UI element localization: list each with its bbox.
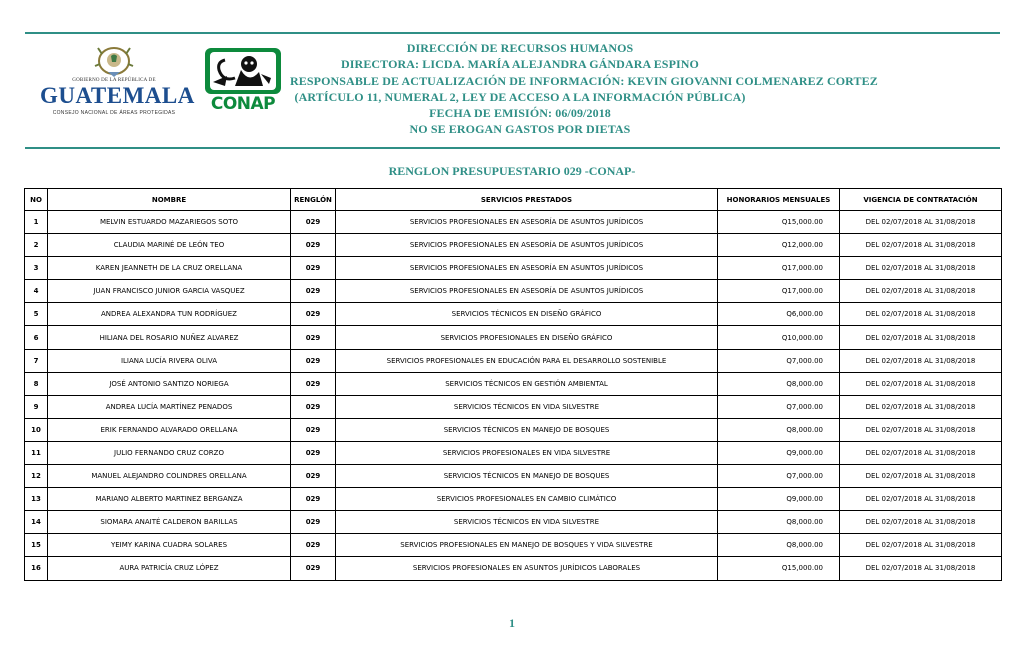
nombre-cell: SIOMARA ANAITÉ CALDERON BARILLAS bbox=[48, 511, 291, 534]
row-number: 8 bbox=[25, 372, 48, 395]
table-row bbox=[25, 488, 1002, 511]
table-row bbox=[25, 280, 1002, 303]
table-row bbox=[25, 441, 1002, 464]
renglon-cell: 029 bbox=[291, 557, 336, 580]
coat-of-arms-icon bbox=[94, 44, 134, 78]
col-header-no: NO bbox=[25, 189, 48, 211]
row-number: 5 bbox=[25, 303, 48, 326]
servicios-cell: SERVICIOS PROFESIONALES EN ASUNTOS JURÍDICOS LABORALES bbox=[336, 557, 718, 580]
row-number: 3 bbox=[25, 257, 48, 280]
renglon-cell: 029 bbox=[291, 465, 336, 488]
contracts-table bbox=[24, 188, 1002, 581]
row-number: 1 bbox=[25, 211, 48, 234]
servicios-cell: SERVICIOS PROFESIONALES EN MANEJO DE BOSQUES Y VIDA SILVESTRE bbox=[336, 534, 718, 557]
table-title: RENGLON PRESUPUESTARIO 029 -CONAP- bbox=[388, 164, 636, 178]
honorarios-cell: Q7,000.00 bbox=[718, 349, 840, 372]
vigencia-cell: DEL 02/07/2018 AL 31/08/2018 bbox=[840, 557, 1002, 580]
table-row bbox=[25, 211, 1002, 234]
renglon-cell: 029 bbox=[291, 372, 336, 395]
vigencia-cell: DEL 02/07/2018 AL 31/08/2018 bbox=[840, 488, 1002, 511]
table-row bbox=[25, 534, 1002, 557]
vigencia-cell: DEL 02/07/2018 AL 31/08/2018 bbox=[840, 372, 1002, 395]
row-number: 16 bbox=[25, 557, 48, 580]
renglon-cell: 029 bbox=[291, 257, 336, 280]
col-header-honorarios: HONORARIOS MENSUALES bbox=[718, 189, 840, 211]
row-number: 14 bbox=[25, 511, 48, 534]
guatemala-sub-text: CONSEJO NACIONAL DE ÁREAS PROTEGIDAS bbox=[52, 110, 176, 116]
nombre-cell: AURA PATRICÍA CRUZ LÓPEZ bbox=[48, 557, 291, 580]
row-number: 12 bbox=[25, 465, 48, 488]
renglon-cell: 029 bbox=[291, 211, 336, 234]
table-row bbox=[25, 257, 1002, 280]
row-number: 6 bbox=[25, 326, 48, 349]
vigencia-cell: DEL 02/07/2018 AL 31/08/2018 bbox=[840, 418, 1002, 441]
servicios-cell: SERVICIOS TÉCNICOS EN MANEJO DE BOSQUES bbox=[336, 465, 718, 488]
table-row bbox=[25, 326, 1002, 349]
honorarios-cell: Q10,000.00 bbox=[718, 326, 840, 349]
table-row bbox=[25, 418, 1002, 441]
vigencia-cell: DEL 02/07/2018 AL 31/08/2018 bbox=[840, 511, 1002, 534]
col-header-renglon: RENGLÓN bbox=[291, 189, 336, 211]
honorarios-cell: Q7,000.00 bbox=[718, 465, 840, 488]
page-number: 1 bbox=[509, 616, 515, 630]
honorarios-cell: Q9,000.00 bbox=[718, 488, 840, 511]
servicios-cell: SERVICIOS PROFESIONALES EN CAMBIO CLIMÁTICO bbox=[336, 488, 718, 511]
renglon-cell: 029 bbox=[291, 534, 336, 557]
row-number: 11 bbox=[25, 441, 48, 464]
conap-logo bbox=[199, 48, 287, 114]
honorarios-cell: Q9,000.00 bbox=[718, 441, 840, 464]
nombre-cell: ERIK FERNANDO ALVARADO ORELLANA bbox=[48, 418, 291, 441]
renglon-cell: 029 bbox=[291, 395, 336, 418]
nombre-cell: MELVIN ESTUARDO MAZARIEGOS SOTO bbox=[48, 211, 291, 234]
honorarios-cell: Q17,000.00 bbox=[718, 280, 840, 303]
renglon-cell: 029 bbox=[291, 511, 336, 534]
nombre-cell: MARIANO ALBERTO MARTINEZ BERGANZA bbox=[48, 488, 291, 511]
conap-name: CONAP bbox=[210, 94, 276, 114]
table-header-row bbox=[25, 189, 1002, 211]
servicios-cell: SERVICIOS PROFESIONALES EN ASESORÍA DE ASUNTOS JURÍDICOS bbox=[336, 280, 718, 303]
renglon-cell: 029 bbox=[291, 441, 336, 464]
nombre-cell: YEIMY KARINA CUADRA SOLARES bbox=[48, 534, 291, 557]
nombre-cell: KAREN JEANNETH DE LA CRUZ ORELLANA bbox=[48, 257, 291, 280]
vigencia-cell: DEL 02/07/2018 AL 31/08/2018 bbox=[840, 465, 1002, 488]
vigencia-cell: DEL 02/07/2018 AL 31/08/2018 bbox=[840, 280, 1002, 303]
honorarios-cell: Q17,000.00 bbox=[718, 257, 840, 280]
nombre-cell: JUAN FRANCISCO JUNIOR GARCIA VASQUEZ bbox=[48, 280, 291, 303]
header-bottom-rule bbox=[25, 147, 1000, 149]
honorarios-cell: Q8,000.00 bbox=[718, 511, 840, 534]
servicios-cell: SERVICIOS PROFESIONALES EN VIDA SILVESTRE bbox=[336, 441, 718, 464]
row-number: 2 bbox=[25, 234, 48, 257]
col-header-nombre: NOMBRE bbox=[48, 189, 291, 211]
col-header-vigencia: VIGENCIA DE CONTRATACIÓN bbox=[840, 189, 1002, 211]
servicios-cell: SERVICIOS PROFESIONALES EN EDUCACIÓN PARA EL DESARROLLO SOSTENIBLE bbox=[336, 349, 718, 372]
servicios-cell: SERVICIOS PROFESIONALES EN DISEÑO GRÁFICO bbox=[336, 326, 718, 349]
honorarios-cell: Q8,000.00 bbox=[718, 534, 840, 557]
honorarios-cell: Q15,000.00 bbox=[718, 557, 840, 580]
row-number: 15 bbox=[25, 534, 48, 557]
nombre-cell: ANDREA LUCÍA MARTÍNEZ PENADOS bbox=[48, 395, 291, 418]
row-number: 7 bbox=[25, 349, 48, 372]
table-row bbox=[25, 557, 1002, 580]
header-legal-reference: (ARTÍCULO 11, NUMERAL 2, LEY DE ACCESO A LA INFORMACIÓN PÚBLICA) bbox=[294, 89, 746, 104]
table-row bbox=[25, 465, 1002, 488]
renglon-cell: 029 bbox=[291, 303, 336, 326]
header-dietas-note: NO SE EROGAN GASTOS POR DIETAS bbox=[409, 122, 631, 137]
table-body bbox=[25, 211, 1002, 581]
renglon-cell: 029 bbox=[291, 326, 336, 349]
vigencia-cell: DEL 02/07/2018 AL 31/08/2018 bbox=[840, 395, 1002, 418]
renglon-cell: 029 bbox=[291, 234, 336, 257]
renglon-cell: 029 bbox=[291, 280, 336, 303]
monkey-icon bbox=[205, 48, 281, 94]
header-director: DIRECTORA: LICDA. MARÍA ALEJANDRA GÁNDARA ESPINO bbox=[341, 57, 699, 72]
nombre-cell: JULIO FERNANDO CRUZ CORZO bbox=[48, 441, 291, 464]
renglon-cell: 029 bbox=[291, 418, 336, 441]
renglon-cell: 029 bbox=[291, 349, 336, 372]
header-top-rule bbox=[25, 32, 1000, 34]
row-number: 9 bbox=[25, 395, 48, 418]
servicios-cell: SERVICIOS TÉCNICOS EN GESTIÓN AMBIENTAL bbox=[336, 372, 718, 395]
table-row bbox=[25, 395, 1002, 418]
servicios-cell: SERVICIOS TÉCNICOS EN VIDA SILVESTRE bbox=[336, 511, 718, 534]
servicios-cell: SERVICIOS TÉCNICOS EN VIDA SILVESTRE bbox=[336, 395, 718, 418]
honorarios-cell: Q15,000.00 bbox=[718, 211, 840, 234]
servicios-cell: SERVICIOS PROFESIONALES EN ASESORÍA EN ASUNTOS JURÍDICOS bbox=[336, 257, 718, 280]
conap-emblem bbox=[205, 48, 281, 94]
table-row bbox=[25, 511, 1002, 534]
vigencia-cell: DEL 02/07/2018 AL 31/08/2018 bbox=[840, 211, 1002, 234]
nombre-cell: MANUEL ALEJANDRO COLINDRES ORELLANA bbox=[48, 465, 291, 488]
row-number: 10 bbox=[25, 418, 48, 441]
vigencia-cell: DEL 02/07/2018 AL 31/08/2018 bbox=[840, 303, 1002, 326]
table-row bbox=[25, 303, 1002, 326]
guatemala-logo bbox=[40, 44, 195, 118]
vigencia-cell: DEL 02/07/2018 AL 31/08/2018 bbox=[840, 441, 1002, 464]
honorarios-cell: Q12,000.00 bbox=[718, 234, 840, 257]
document-header bbox=[290, 40, 878, 138]
servicios-cell: SERVICIOS TÉCNICOS EN MANEJO DE BOSQUES bbox=[336, 418, 718, 441]
nombre-cell: ILIANA LUCÍA RIVERA OLIVA bbox=[48, 349, 291, 372]
header-department: DIRECCIÓN DE RECURSOS HUMANOS bbox=[406, 41, 634, 55]
honorarios-cell: Q8,000.00 bbox=[718, 372, 840, 395]
table-row bbox=[25, 234, 1002, 257]
header-emission-date: FECHA DE EMISIÓN: 06/09/2018 bbox=[429, 106, 611, 121]
guatemala-top-text: GOBIERNO DE LA REPÚBLICA DE bbox=[72, 78, 156, 83]
nombre-cell: JOSÉ ANTONIO SANTIZO NORIEGA bbox=[48, 372, 291, 395]
honorarios-cell: Q8,000.00 bbox=[718, 418, 840, 441]
vigencia-cell: DEL 02/07/2018 AL 31/08/2018 bbox=[840, 326, 1002, 349]
row-number: 13 bbox=[25, 488, 48, 511]
col-header-servicios: SERVICIOS PRESTADOS bbox=[336, 189, 718, 211]
guatemala-name: GUATEMALA bbox=[40, 83, 195, 108]
vigencia-cell: DEL 02/07/2018 AL 31/08/2018 bbox=[840, 349, 1002, 372]
row-number: 4 bbox=[25, 280, 48, 303]
servicios-cell: SERVICIOS PROFESIONALES EN ASESORÍA DE ASUNTOS JURÍDICOS bbox=[336, 211, 718, 234]
honorarios-cell: Q6,000.00 bbox=[718, 303, 840, 326]
nombre-cell: ANDREA ALEXANDRA TUN RODRÍGUEZ bbox=[48, 303, 291, 326]
vigencia-cell: DEL 02/07/2018 AL 31/08/2018 bbox=[840, 534, 1002, 557]
table-row bbox=[25, 372, 1002, 395]
servicios-cell: SERVICIOS PROFESIONALES EN ASESORÍA DE ASUNTOS JURÍDICOS bbox=[336, 234, 718, 257]
vigencia-cell: DEL 02/07/2018 AL 31/08/2018 bbox=[840, 234, 1002, 257]
servicios-cell: SERVICIOS TÉCNICOS EN DISEÑO GRÁFICO bbox=[336, 303, 718, 326]
header-responsible: RESPONSABLE DE ACTUALIZACIÓN DE INFORMACIÓN: KEVIN GIOVANNI COLMENAREZ CORTEZ bbox=[290, 73, 878, 88]
table-row bbox=[25, 349, 1002, 372]
honorarios-cell: Q7,000.00 bbox=[718, 395, 840, 418]
nombre-cell: CLAUDIA MARINÉ DE LEÓN TEO bbox=[48, 234, 291, 257]
renglon-cell: 029 bbox=[291, 488, 336, 511]
nombre-cell: HILIANA DEL ROSARIO NUÑEZ ALVAREZ bbox=[48, 326, 291, 349]
vigencia-cell: DEL 02/07/2018 AL 31/08/2018 bbox=[840, 257, 1002, 280]
